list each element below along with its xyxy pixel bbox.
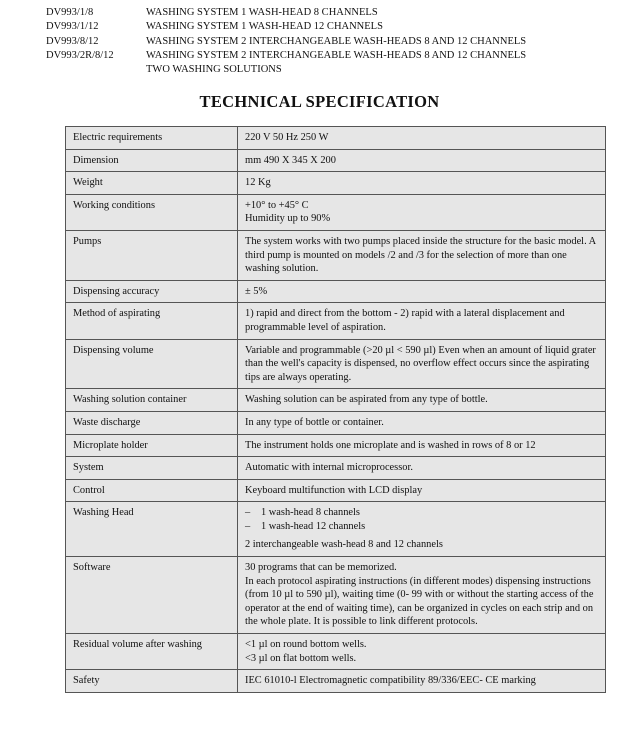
spec-row-accuracy	[66, 280, 606, 303]
spec-row-container	[66, 389, 606, 412]
spec-label: System	[66, 457, 238, 480]
spec-row-residual	[66, 634, 606, 670]
spec-value	[238, 557, 606, 634]
spec-row-volume	[66, 339, 606, 389]
spec-row-pumps	[66, 230, 606, 280]
model-code: DV993/2R/8/12	[46, 49, 114, 61]
model-row	[46, 6, 626, 20]
spec-label: Electric requirements	[66, 127, 238, 150]
spec-label: Control	[66, 479, 238, 502]
dash-bullet: –	[245, 507, 251, 519]
spec-value: The system works with two pumps placed inside the structure for the basic model. A third pump is mounted on models /2 and /3 for the selection of more than one washing solution.	[238, 230, 606, 280]
spec-value: Automatic with internal microprocessor.	[238, 457, 606, 480]
model-code: DV993/8/12	[46, 35, 99, 47]
model-description-line: WASHING SYSTEM 2 INTERCHANGEABLE WASH-HEADS 8 AND 12 CHANNELS	[146, 49, 527, 61]
spec-value: 1) rapid and direct from the bottom - 2) rapid with a lateral displacement and programmable level of aspiration.	[238, 303, 606, 339]
spec-label: Washing solution container	[66, 389, 238, 412]
model-description: WASHING SYSTEM 2 INTERCHANGEABLE WASH-HEADS 8 AND 12 CHANNELS	[146, 35, 527, 47]
spec-label: Dispensing volume	[66, 339, 238, 389]
spec-value-line: <3 µl on flat bottom wells.	[245, 652, 357, 664]
spec-value-line: <1 µl on round bottom wells.	[245, 639, 367, 651]
spec-value-line: 30 programs that can be memorized.	[245, 562, 397, 574]
spec-label: Method of aspirating	[66, 303, 238, 339]
dash-bullet: –	[245, 520, 251, 532]
spec-value-line: Humidity up to 90%	[245, 213, 331, 225]
model-row	[46, 35, 626, 49]
model-description: WASHING SYSTEM 1 WASH-HEAD 8 CHANNELS	[146, 7, 378, 18]
spec-row-working	[66, 194, 606, 230]
spec-row-system	[66, 457, 606, 480]
spec-value-line: 2 interchangeable wash-head 8 and 12 channels	[245, 539, 443, 551]
spec-label: Dispensing accuracy	[66, 280, 238, 303]
spec-row-waste	[66, 411, 606, 434]
spec-label: Washing Head	[66, 502, 238, 557]
spec-label: Waste discharge	[66, 411, 238, 434]
model-list	[46, 6, 626, 77]
list-item	[245, 506, 599, 520]
page-title: TECHNICAL SPECIFICATION	[199, 92, 440, 111]
spec-value: IEC 61010-l Electromagnetic compatibility 89/336/EEC- CE marking	[238, 670, 606, 693]
spec-value	[238, 502, 606, 557]
spec-value: 12 Kg	[238, 172, 606, 195]
spec-label: Microplate holder	[66, 434, 238, 457]
list-item	[245, 520, 599, 534]
spec-value: The instrument holds one microplate and is washed in rows of 8 or 12	[238, 434, 606, 457]
spec-value	[238, 634, 606, 670]
list-item-text: 1 wash-head 12 channels	[261, 520, 366, 532]
spec-row-electric	[66, 127, 606, 150]
spec-label: Dimension	[66, 149, 238, 172]
spec-label: Working conditions	[66, 194, 238, 230]
spec-value	[238, 194, 606, 230]
spec-label: Safety	[66, 670, 238, 693]
spec-label: Weight	[66, 172, 238, 195]
model-description-line: TWO WASHING SOLUTIONS	[146, 64, 282, 76]
spec-row-head	[66, 502, 606, 557]
spec-row-dimension	[66, 149, 606, 172]
spec-table	[65, 126, 606, 693]
model-row	[46, 49, 626, 78]
spec-value: 220 V 50 Hz 250 W	[238, 127, 606, 150]
spec-value: Variable and programmable (>20 µl < 590 µl) Even when an amount of liquid grater than the well's capacity is dispensed, no overflow effect occurs since the aspirating tips are always operating.	[238, 339, 606, 389]
spec-label: Residual volume after washing	[66, 634, 238, 670]
model-code: DV993/1/8	[46, 7, 94, 18]
spec-label: Software	[66, 557, 238, 634]
spec-row-safety	[66, 670, 606, 693]
spec-row-software	[66, 557, 606, 634]
model-row	[46, 20, 626, 34]
spec-value: Keyboard multifunction with LCD display	[238, 479, 606, 502]
spec-value-line: +10° to +45° C	[245, 199, 309, 211]
spec-row-weight	[66, 172, 606, 195]
list-item-text: 1 wash-head 8 channels	[261, 507, 360, 519]
spec-value: Washing solution can be aspirated from any type of bottle.	[238, 389, 606, 412]
spec-row-holder	[66, 434, 606, 457]
model-description	[146, 49, 626, 78]
model-description: WASHING SYSTEM 1 WASH-HEAD 12 CHANNELS	[146, 21, 383, 33]
spec-value: ± 5%	[238, 280, 606, 303]
model-code: DV993/1/12	[46, 21, 99, 33]
spec-row-aspirating	[66, 303, 606, 339]
spec-label: Pumps	[66, 230, 238, 280]
spec-value-line: In each protocol aspirating instructions (in different modes) dispensing instructions (from 10 µl to 590 µl), waiting time (0- 99 with or without the starting access of the operator at the end of waiting time), can be organized in cycles on each strip and on the whole plate. It is possible to link different protocols.	[245, 575, 594, 628]
spec-value: mm 490 X 345 X 200	[238, 149, 606, 172]
spec-value: In any type of bottle or container.	[238, 411, 606, 434]
spec-row-control	[66, 479, 606, 502]
